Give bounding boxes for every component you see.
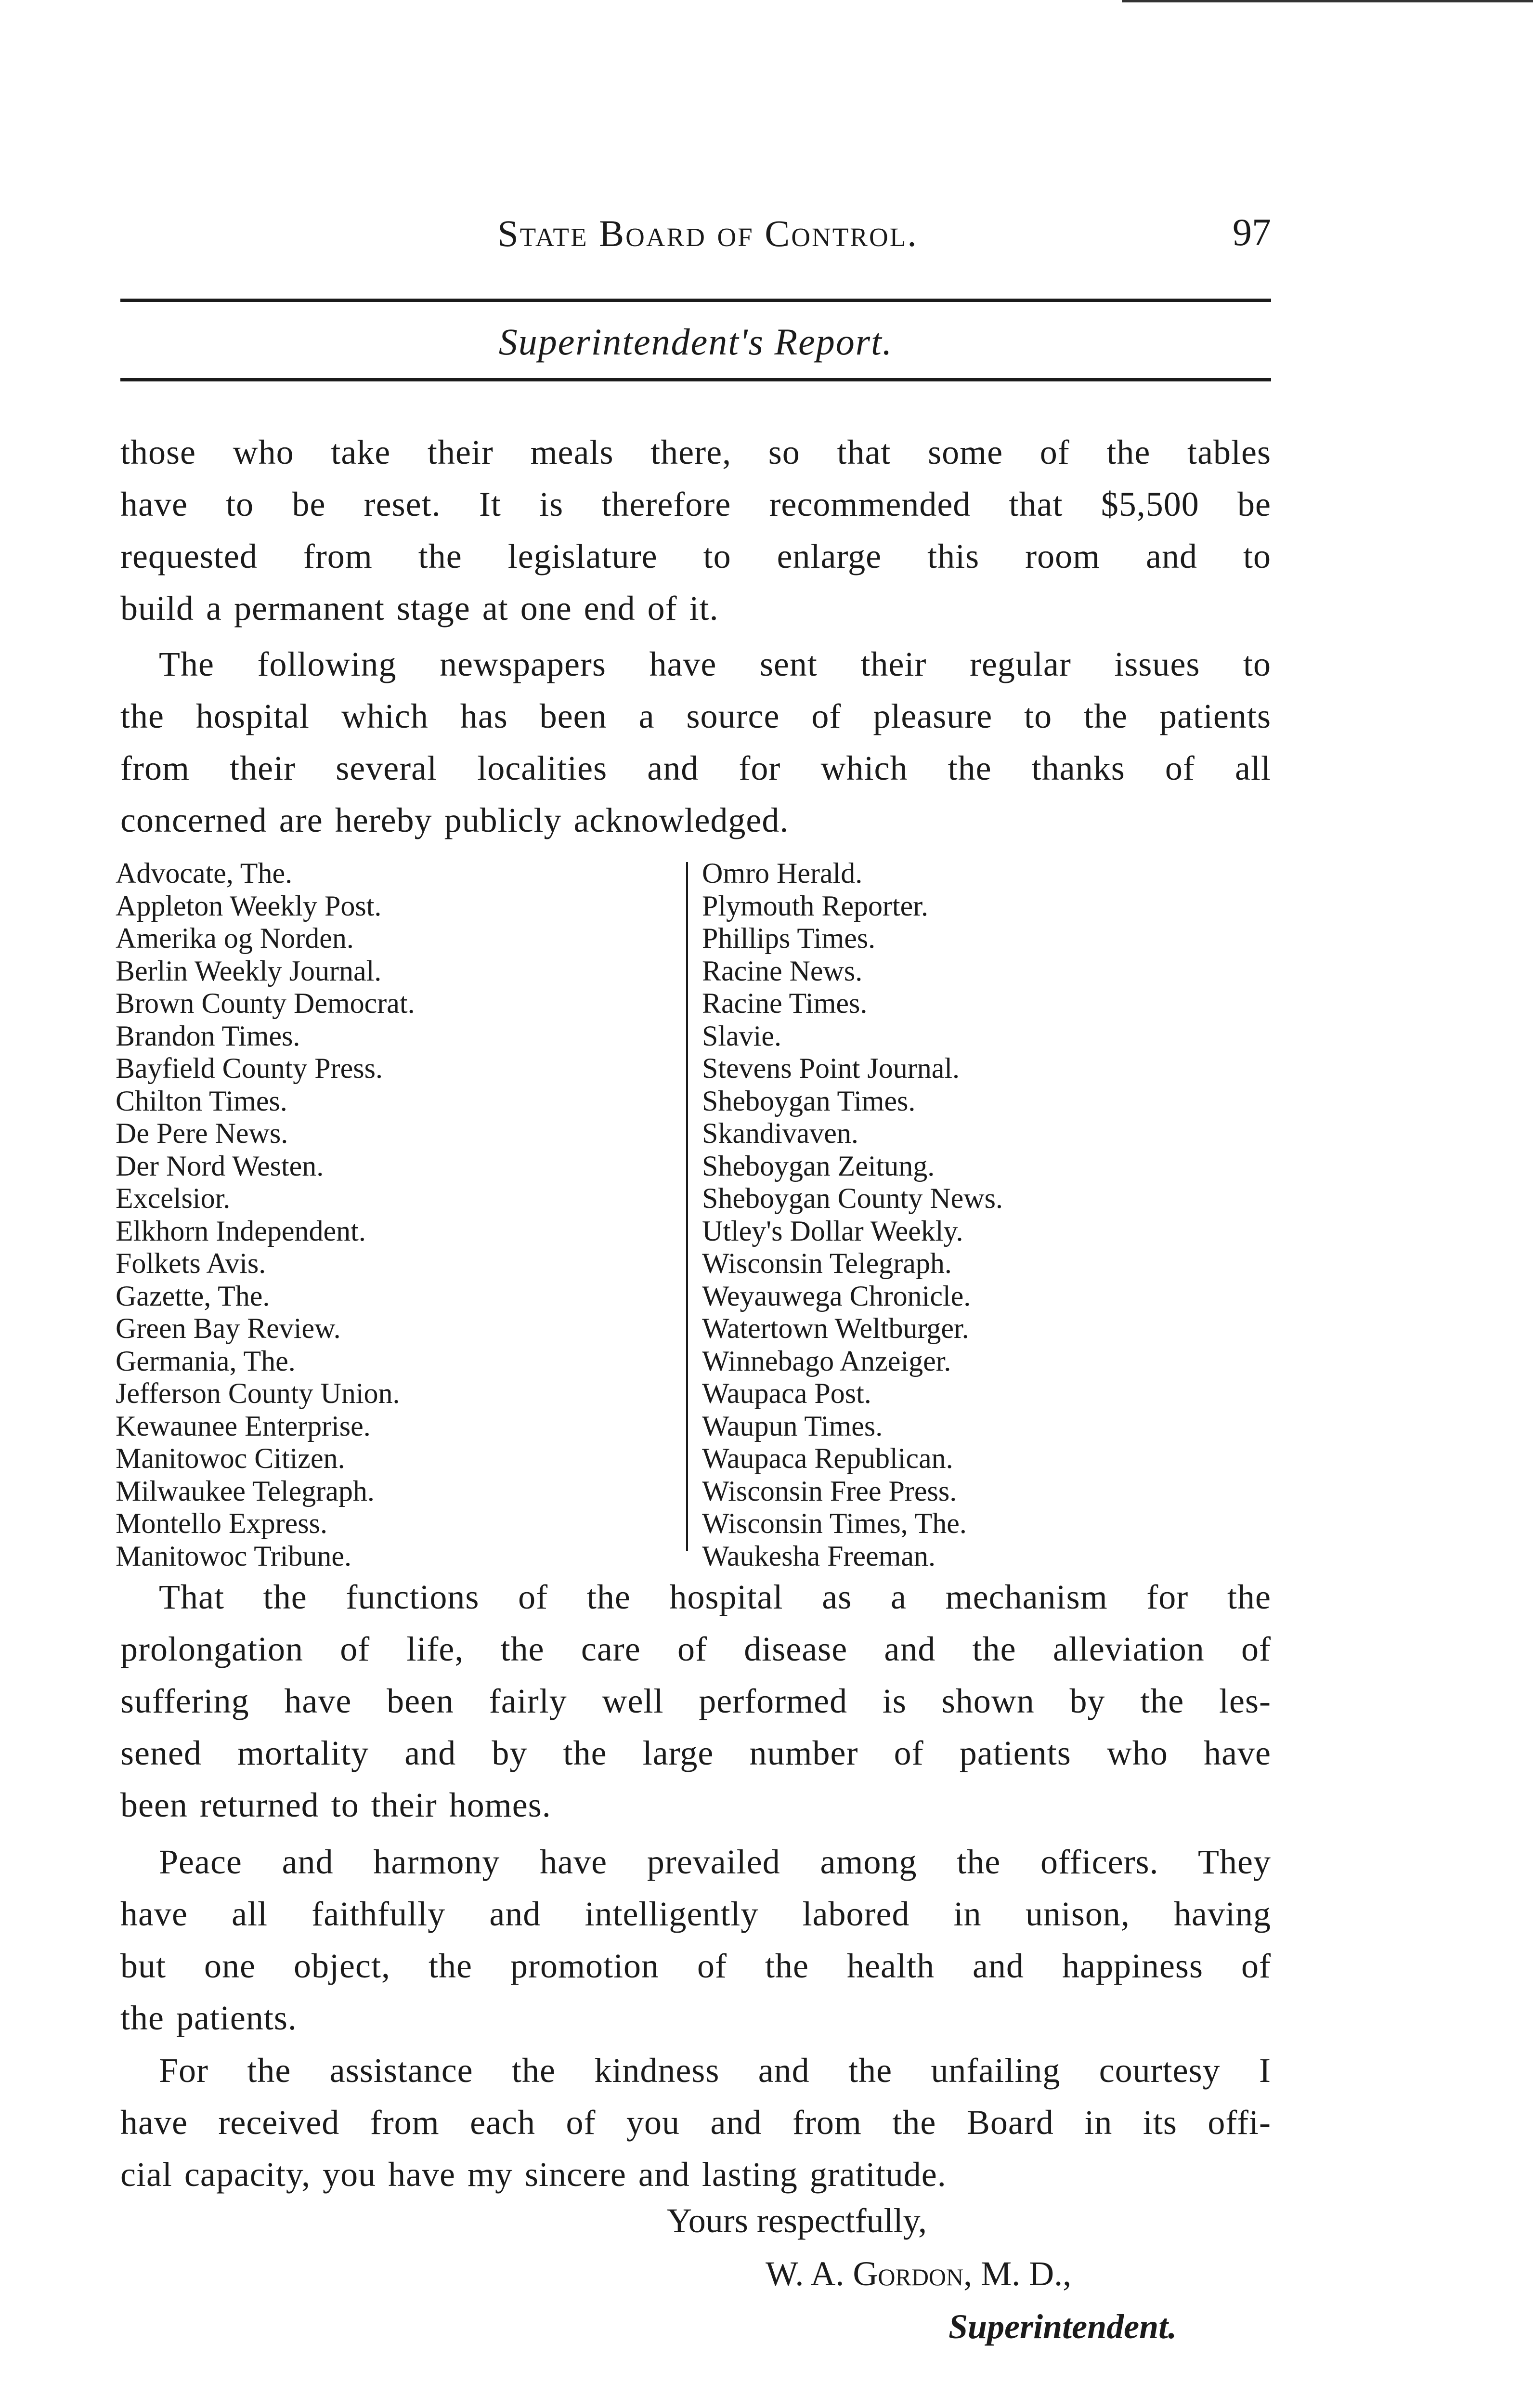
newspaper-list-item: Excelsior.	[116, 1182, 231, 1214]
newspaper-list-item: Wisconsin Free Press.	[702, 1475, 957, 1507]
closing-salutation: Yours respectfully,	[667, 2201, 927, 2240]
newspaper-list-item: Germania, The.	[116, 1345, 296, 1377]
newspaper-list-item: Watertown Weltburger.	[702, 1312, 969, 1344]
newspaper-list-item: Kewaunee Enterprise.	[116, 1410, 371, 1442]
text-line: Peace and harmony have prevailed among the officers. They	[159, 1843, 1271, 1881]
newspaper-list-item: Brown County Democrat.	[116, 987, 415, 1019]
text-line: been returned to their homes.	[120, 1786, 551, 1824]
newspaper-list-item: Appleton Weekly Post.	[116, 890, 382, 922]
newspaper-list-item: Sheboygan Zeitung.	[702, 1150, 935, 1182]
text-line: cial capacity, you have my sincere and lasting gratitude.	[120, 2155, 947, 2194]
newspaper-list-item: Sheboygan County News.	[702, 1182, 1003, 1214]
newspaper-list-item: Waupun Times.	[702, 1410, 883, 1442]
newspaper-list-item: Racine News.	[702, 955, 863, 987]
text-line: concerned are hereby publicly acknowledged.	[120, 801, 789, 839]
newspaper-list-item: Wisconsin Telegraph.	[702, 1247, 952, 1279]
newspaper-list-item: Waupaca Republican.	[702, 1442, 953, 1474]
paragraph-stage-recommendation	[120, 426, 1271, 634]
newspaper-list-item: Bayfield County Press.	[116, 1052, 383, 1084]
text-line: those who take their meals there, so that some of the tables	[120, 433, 1271, 471]
text-line: from their several localities and for which the thanks of all	[120, 749, 1271, 787]
text-line: requested from the legislature to enlarge this room and to	[120, 537, 1271, 576]
newspaper-list-item: Racine Times.	[702, 987, 868, 1019]
text-line: the patients.	[120, 1999, 297, 2037]
newspaper-list-item: Waupaca Post.	[702, 1377, 871, 1409]
newspaper-list-item: Elkhorn Independent.	[116, 1215, 366, 1247]
newspaper-list-item: Amerika og Norden.	[116, 922, 354, 954]
text-line: have to be reset. It is therefore recommended that $5,500 be	[120, 485, 1271, 523]
text-line: suffering have been fairly well performed is shown by the les-	[120, 1682, 1271, 1720]
newspaper-list-left	[116, 857, 669, 1572]
text-line: the hospital which has been a source of pleasure to the patients	[120, 697, 1271, 735]
text-line: have received from each of you and from the Board in its offi-	[120, 2103, 1271, 2142]
text-line: prolongation of life, the care of disease and the alleviation of	[120, 1630, 1271, 1668]
newspaper-list-item: Brandon Times.	[116, 1020, 300, 1052]
newspaper-list-item: Sheboygan Times.	[702, 1085, 916, 1117]
newspaper-list-item: Wisconsin Times, The.	[702, 1507, 967, 1539]
text-line: sened mortality and by the large number of patients who have	[120, 1734, 1271, 1772]
scan-edge-mark	[1122, 0, 1533, 2]
newspaper-list-item: Green Bay Review.	[116, 1312, 341, 1344]
text-line: That the functions of the hospital as a mechanism for the	[159, 1578, 1271, 1616]
newspaper-list-item: Jefferson County Union.	[116, 1377, 400, 1409]
newspaper-list-item: Gazette, The.	[116, 1280, 270, 1312]
newspaper-list-item: Manitowoc Tribune.	[116, 1540, 352, 1572]
page-number: 97	[1233, 211, 1271, 254]
newspaper-list-item: Der Nord Westen.	[116, 1150, 324, 1182]
paragraph-peace-harmony	[120, 1836, 1271, 2044]
newspaper-list-item: Omro Herald.	[702, 857, 863, 889]
newspaper-list-item: Milwaukee Telegraph.	[116, 1475, 375, 1507]
newspaper-list-item: Montello Express.	[116, 1507, 327, 1539]
newspaper-list-item: Slavie.	[702, 1020, 781, 1052]
header-rule-bottom	[120, 378, 1271, 381]
column-divider	[686, 862, 688, 1551]
newspaper-list-item: De Pere News.	[116, 1117, 288, 1149]
section-subtitle: Superintendent's Report.	[498, 321, 893, 363]
header-rule-top	[120, 299, 1271, 302]
newspaper-list-item: Utley's Dollar Weekly.	[702, 1215, 963, 1247]
newspaper-list-item: Advocate, The.	[116, 857, 293, 889]
newspaper-list-item: Waukesha Freeman.	[702, 1540, 935, 1572]
text-line: The following newspapers have sent their regular issues to	[159, 645, 1271, 683]
newspaper-list-item: Weyauwega Chronicle.	[702, 1280, 971, 1312]
signature-name: W. A. Gordon, M. D.,	[766, 2254, 1072, 2293]
newspaper-list-item: Chilton Times.	[116, 1085, 287, 1117]
text-line: have all faithfully and intelligently labored in unison, having	[120, 1895, 1271, 1933]
newspaper-list-right	[702, 857, 1280, 1572]
newspaper-list-item: Phillips Times.	[702, 922, 876, 954]
paragraph-newspapers-intro	[120, 638, 1271, 846]
text-line: build a permanent stage at one end of it.	[120, 589, 719, 628]
newspaper-list-item: Winnebago Anzeiger.	[702, 1345, 951, 1377]
text-line: For the assistance the kindness and the unfailing courtesy I	[159, 2051, 1271, 2090]
newspaper-list-item: Berlin Weekly Journal.	[116, 955, 382, 987]
signature-title: Superintendent.	[948, 2307, 1177, 2346]
text-line: but one object, the promotion of the health and happiness of	[120, 1947, 1271, 1985]
newspaper-list-item: Skandivaven.	[702, 1117, 858, 1149]
newspaper-list-item: Plymouth Reporter.	[702, 890, 928, 922]
newspaper-list-item: Folkets Avis.	[116, 1247, 266, 1279]
newspaper-list-item: Stevens Point Journal.	[702, 1052, 960, 1084]
paragraph-gratitude	[120, 2044, 1271, 2200]
newspaper-list-item: Manitowoc Citizen.	[116, 1442, 345, 1474]
running-head-title: State Board of Control.	[497, 212, 918, 254]
paragraph-hospital-functions	[120, 1571, 1271, 1831]
